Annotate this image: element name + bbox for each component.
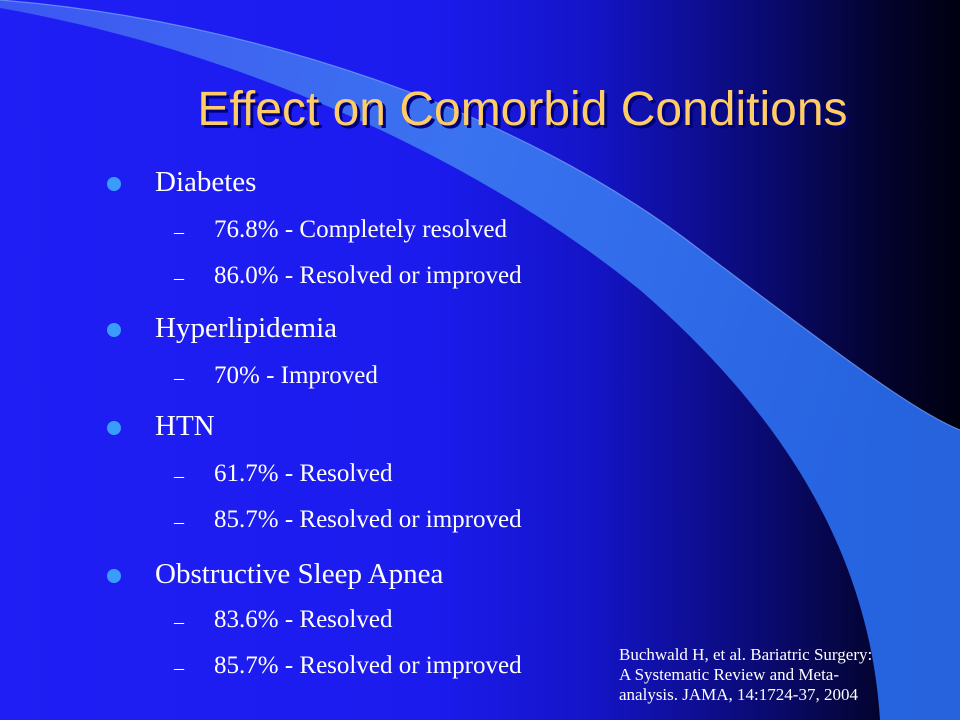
sub-bullet-item (174, 362, 378, 390)
bullet-obstructive-sleep-apnea (155, 558, 443, 591)
dash-icon: – (174, 367, 184, 389)
sub-bullet-text: 85.7% - Resolved or improved (214, 506, 522, 533)
bullet-label: Obstructive Sleep Apnea (155, 558, 444, 590)
bullet-hyperlipidemia (155, 312, 337, 345)
sub-bullet-item (174, 506, 522, 534)
sub-bullet-text: 70% - Improved (214, 362, 378, 389)
dash-icon: – (174, 657, 184, 679)
citation-line: analysis. JAMA, 14:1724-37, 2004 (619, 685, 858, 704)
dash-icon: – (174, 465, 184, 487)
dash-icon: – (174, 221, 184, 243)
sub-bullet-text: 86.0% - Resolved or improved (214, 262, 522, 289)
circle-bullet-icon (107, 177, 121, 191)
citation-line: Buchwald H, et al. Bariatric Surgery: (619, 645, 873, 664)
dash-icon: – (174, 267, 184, 289)
bullet-label: Hyperlipidemia (155, 312, 338, 344)
sub-bullet-text: 85.7% - Resolved or improved (214, 652, 522, 679)
bullet-label: Diabetes (155, 166, 257, 198)
sub-bullet-item (174, 216, 507, 244)
sub-bullet-text: 76.8% - Completely resolved (214, 216, 507, 243)
citation-line: A Systematic Review and Meta- (619, 665, 840, 684)
sub-bullet-text: 83.6% - Resolved (214, 606, 393, 633)
bullet-label: HTN (155, 410, 215, 442)
sub-bullet-item (174, 606, 393, 634)
bullet-diabetes (155, 166, 256, 199)
circle-bullet-icon (107, 421, 121, 435)
dash-icon: – (174, 611, 184, 633)
bullet-htn (155, 410, 215, 443)
dash-icon: – (174, 511, 184, 533)
sub-bullet-item (174, 262, 522, 290)
sub-bullet-text: 61.7% - Resolved (214, 460, 393, 487)
citation (619, 645, 949, 705)
slide-title: Effect on Comorbid Conditions (197, 83, 848, 136)
sub-bullet-item (174, 460, 393, 488)
circle-bullet-icon (107, 323, 121, 337)
sub-bullet-item (174, 652, 522, 680)
circle-bullet-icon (107, 569, 121, 583)
